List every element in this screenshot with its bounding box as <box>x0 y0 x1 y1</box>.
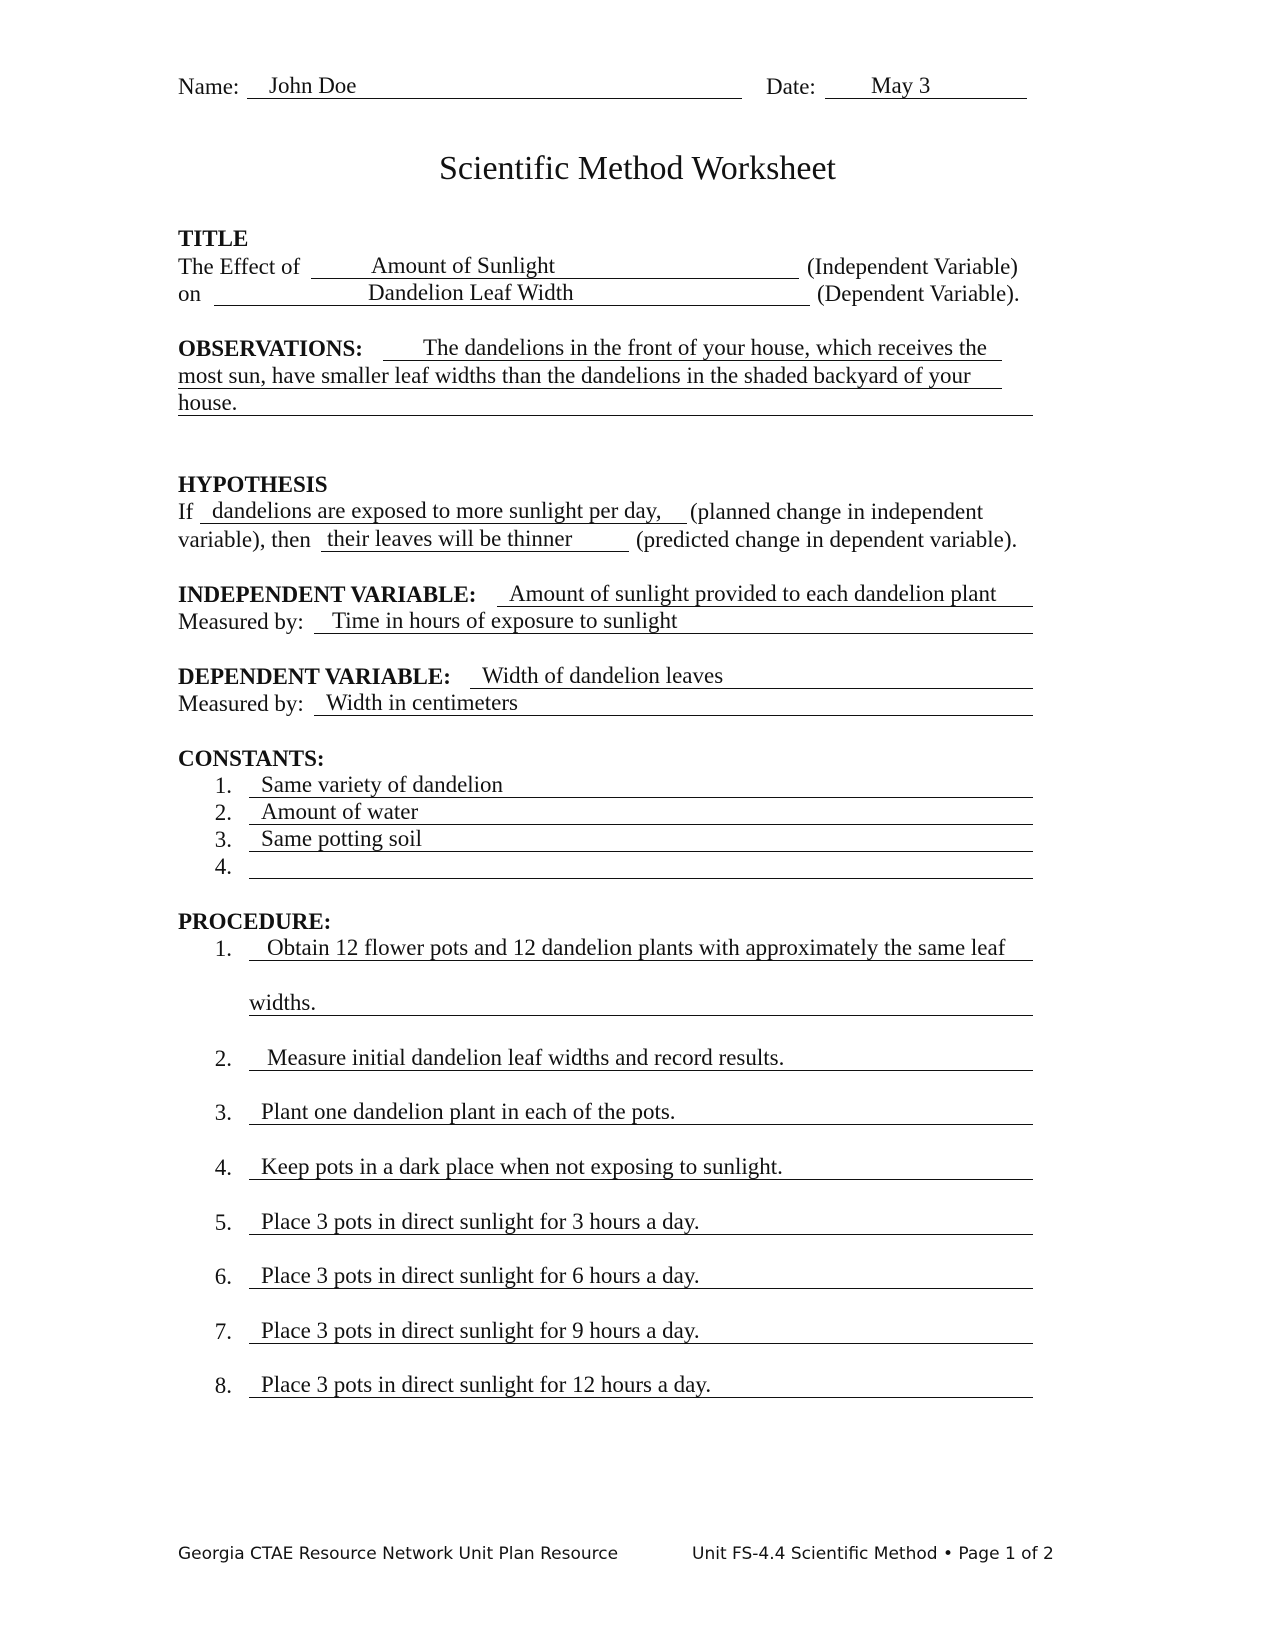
independent-variable-title-field[interactable]: Amount of Sunlight <box>311 254 799 279</box>
procedure-step-1-continued[interactable]: widths. <box>249 991 1033 1016</box>
independent-variable-label: (Independent Variable) <box>807 254 1018 279</box>
procedure-heading: PROCEDURE: <box>178 909 332 934</box>
constant-field-3[interactable]: Same potting soil <box>249 827 1033 852</box>
constant-number: 3. <box>214 827 232 852</box>
effect-of-label: The Effect of <box>178 254 301 279</box>
procedure-step-2[interactable]: Measure initial dandelion leaf widths and record results. <box>249 1046 1033 1071</box>
procedure-number: 8. <box>214 1373 232 1398</box>
procedure-step-7[interactable]: Place 3 pots in direct sunlight for 9 hours a day. <box>249 1319 1033 1344</box>
dependent-measured-field[interactable]: Width in centimeters <box>314 691 1033 716</box>
procedure-number: 7. <box>214 1319 232 1344</box>
variable-then-label: variable), then <box>178 527 311 552</box>
constants-heading: CONSTANTS: <box>178 746 325 771</box>
footer-left: Georgia CTAE Resource Network Unit Plan Resource <box>178 1544 619 1564</box>
constant-number: 2. <box>214 800 232 825</box>
procedure-number: 3. <box>214 1100 232 1125</box>
constant-field-4[interactable] <box>249 854 1033 879</box>
observations-line-3[interactable]: house. <box>178 391 1033 416</box>
procedure-step-5[interactable]: Place 3 pots in direct sunlight for 3 hours a day. <box>249 1210 1033 1235</box>
dependent-variable-heading: DEPENDENT VARIABLE: <box>178 664 451 689</box>
planned-change-label: (planned change in independent <box>690 499 984 524</box>
procedure-number: 4. <box>214 1155 232 1180</box>
name-label: Name: <box>178 74 240 99</box>
independent-variable-heading: INDEPENDENT VARIABLE: <box>178 582 477 607</box>
dependent-measured-label: Measured by: <box>178 691 304 716</box>
if-label: If <box>178 499 194 524</box>
procedure-step-3[interactable]: Plant one dandelion plant in each of the pots. <box>249 1100 1033 1125</box>
dependent-variable-title-field[interactable]: Dandelion Leaf Width <box>214 281 810 306</box>
procedure-number: 2. <box>214 1046 232 1071</box>
name-field[interactable]: John Doe <box>247 74 742 99</box>
observations-heading: OBSERVATIONS: <box>178 336 363 361</box>
procedure-number: 5. <box>214 1210 232 1235</box>
constant-field-1[interactable]: Same variety of dandelion <box>249 773 1033 798</box>
observations-line-2[interactable]: most sun, have smaller leaf widths than the dandelions in the shaded backyard of your <box>178 364 1002 389</box>
date-field[interactable]: May 3 <box>825 74 1027 99</box>
dependent-variable-field[interactable]: Width of dandelion leaves <box>470 664 1033 689</box>
procedure-number: 1. <box>214 936 232 961</box>
procedure-step-4[interactable]: Keep pots in a dark place when not exposing to sunlight. <box>249 1155 1033 1180</box>
hypothesis-then-field[interactable]: their leaves will be thinner <box>321 527 629 552</box>
date-label: Date: <box>766 74 816 99</box>
constant-field-2[interactable]: Amount of water <box>249 800 1033 825</box>
procedure-number: 6. <box>214 1264 232 1289</box>
procedure-step-8[interactable]: Place 3 pots in direct sunlight for 12 hours a day. <box>249 1373 1033 1398</box>
page-title: Scientific Method Worksheet <box>439 150 836 187</box>
dependent-variable-label: (Dependent Variable). <box>817 281 1020 306</box>
independent-measured-label: Measured by: <box>178 609 304 634</box>
independent-measured-field[interactable]: Time in hours of exposure to sunlight <box>314 609 1033 634</box>
procedure-step-6[interactable]: Place 3 pots in direct sunlight for 6 hours a day. <box>249 1264 1033 1289</box>
procedure-step-1[interactable]: Obtain 12 flower pots and 12 dandelion plants with approximately the same leaf <box>249 936 1033 961</box>
constant-number: 4. <box>214 854 232 879</box>
observations-line-1[interactable]: The dandelions in the front of your house, which receives the <box>383 336 1002 361</box>
footer-right: Unit FS-4.4 Scientific Method • Page 1 of 2 <box>692 1544 1054 1564</box>
independent-variable-field[interactable]: Amount of sunlight provided to each dandelion plant <box>497 582 1033 607</box>
hypothesis-if-field[interactable]: dandelions are exposed to more sunlight per day, <box>200 499 687 524</box>
constant-number: 1. <box>214 773 232 798</box>
predicted-change-label: (predicted change in dependent variable). <box>636 527 1018 552</box>
hypothesis-heading: HYPOTHESIS <box>178 472 328 497</box>
title-section-heading: TITLE <box>178 226 249 251</box>
on-label: on <box>178 281 201 306</box>
